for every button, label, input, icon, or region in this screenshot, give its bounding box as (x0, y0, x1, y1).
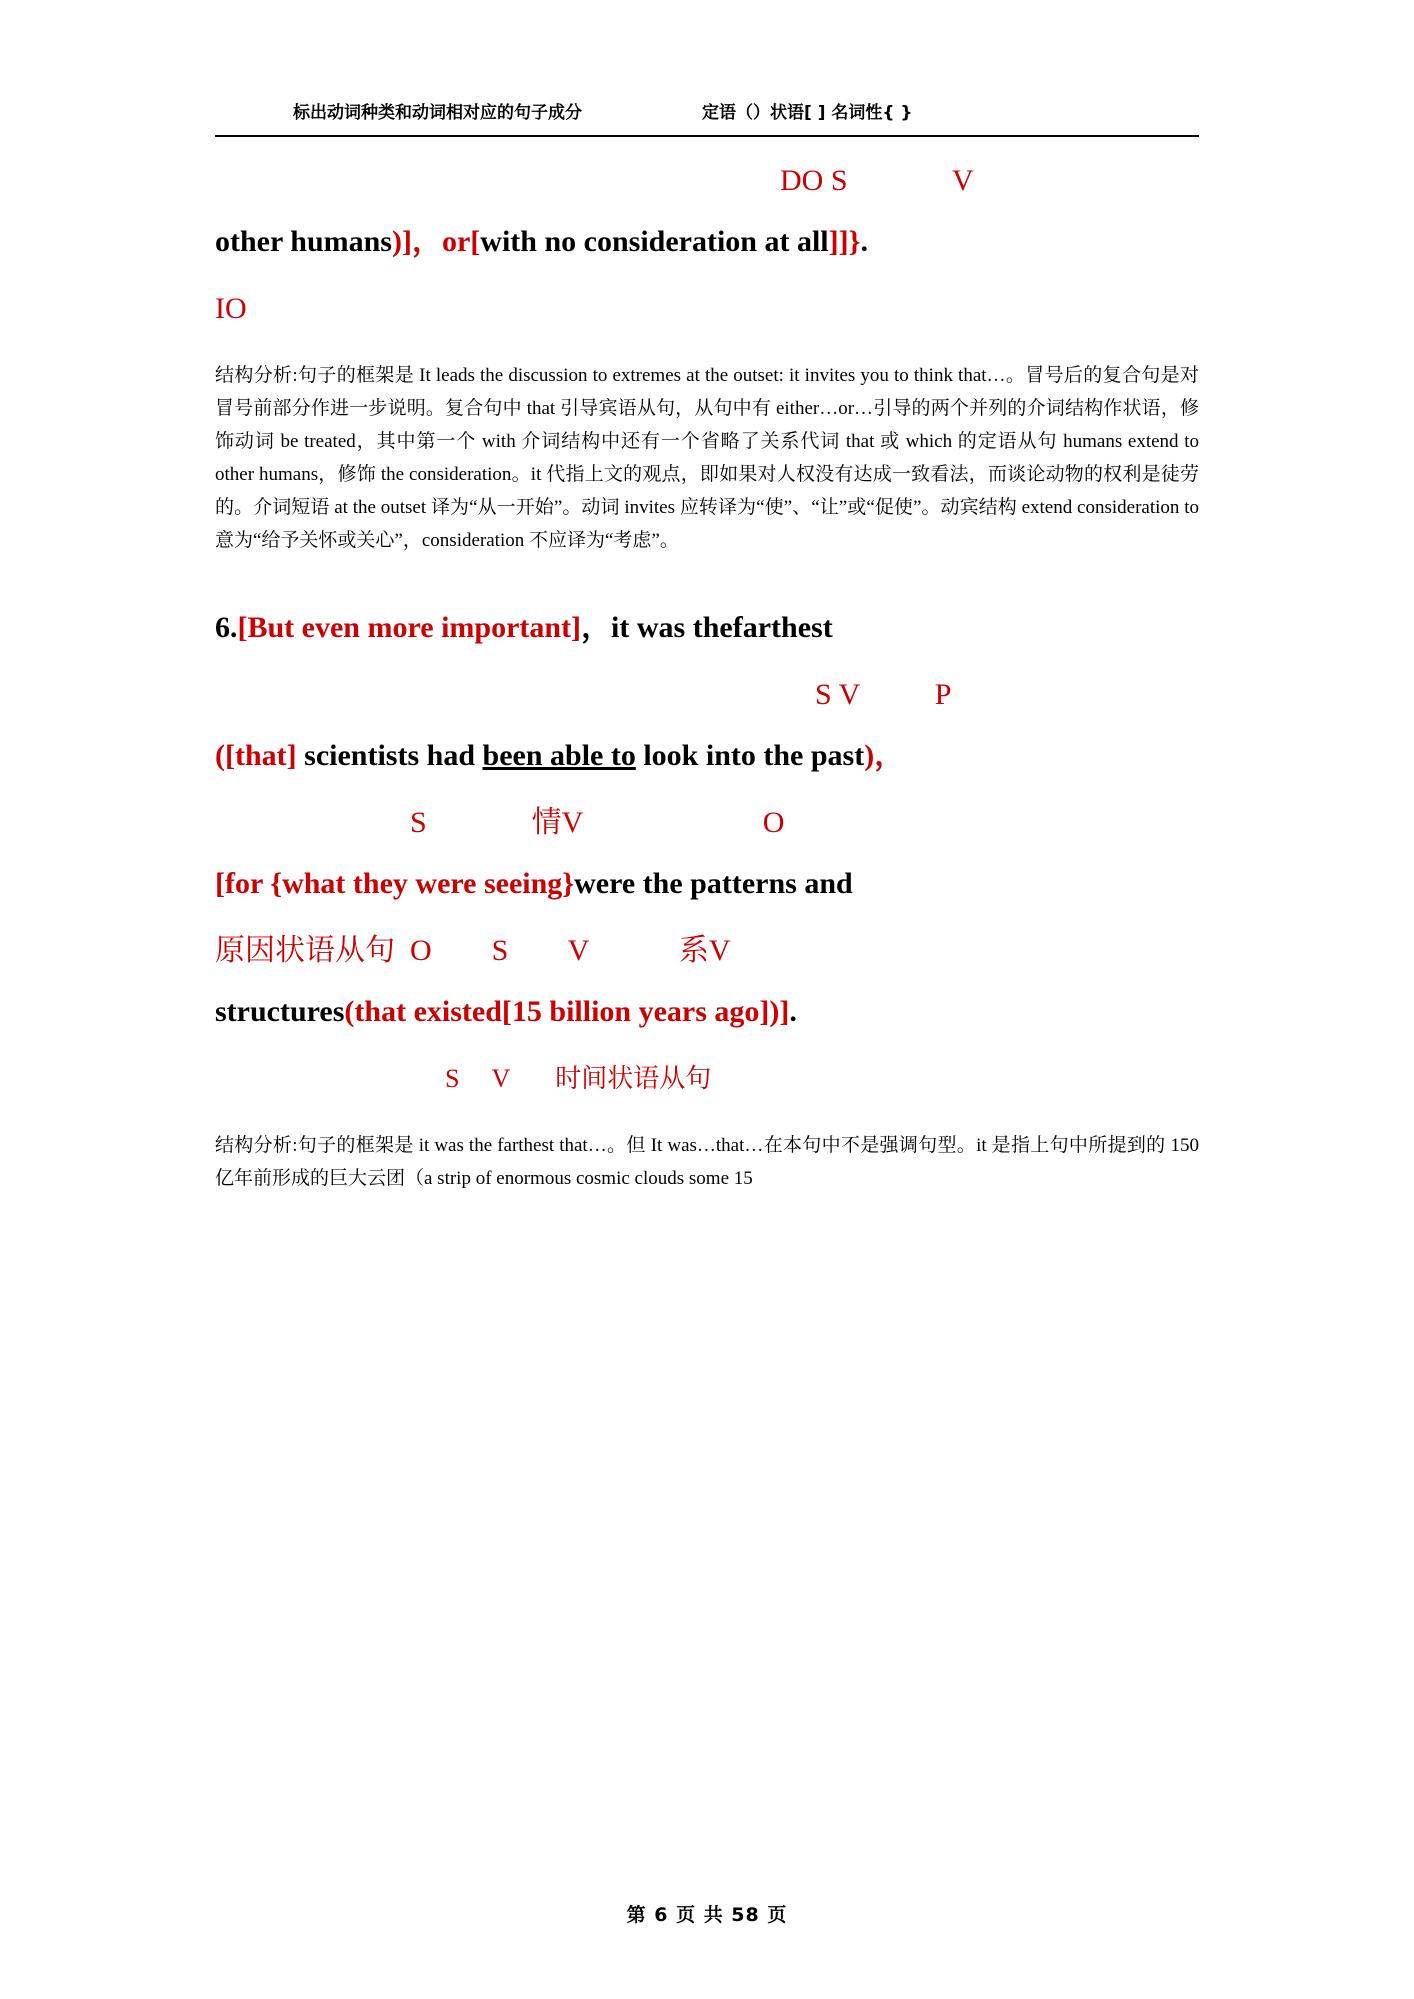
grammar-marker-line-1: DO S V (780, 164, 974, 197)
sentence-6-period: . (789, 995, 797, 1028)
grammar-marker-io: IO (215, 292, 247, 325)
sentence-6-cause-clause: [for {what they were seeing} (215, 867, 575, 900)
grammar-marker-line-3: S 情V O (410, 806, 785, 839)
page-footer: 第 6 页 共 58 页 (626, 1904, 788, 1926)
sentence-continuation-1 (215, 219, 1199, 265)
grammar-marker-line-2: S V P (815, 678, 952, 711)
sentence-6-adverbial-bracket: [But even more important] (237, 611, 582, 644)
sentence-6-mid2: look into the past (635, 739, 865, 772)
page-header (215, 0, 1199, 137)
sentence-6-relative-clause: (that existed (344, 995, 502, 1028)
sentence-6-underlined-verb: been able to (482, 739, 636, 772)
sentence-1-part1: other humans (215, 225, 392, 258)
sentence-6-line-2 (215, 733, 1199, 779)
sentence-6-mid1: scientists had (296, 739, 483, 772)
grammar-marker-line-5: S V 时间状语从句 (445, 1064, 712, 1093)
sentence-1-part3: with no consideration at all (480, 225, 829, 258)
sentence-6-line-1 (215, 605, 1199, 651)
analysis-paragraph-2: 结构分析:句子的框架是 it was the farthest that…。但 It was…that…在本句中不是强调句型。it 是指上句中所提到的 150 亿年前形成的巨大云团（a strip of enormous cosmic clouds some 15 (215, 1135, 1199, 1189)
sentence-6-number: 6. (215, 611, 238, 644)
sentence-6-line4-head: structures (215, 995, 345, 1028)
header-right-text: 定语（）状语[ ] 名词性{ } (702, 103, 913, 123)
sentence-1-part5: . (860, 225, 868, 258)
page-content (215, 137, 1199, 1195)
analysis-paragraph-1: 结构分析:句子的框架是 It leads the discussion to extremes at the outset: it invites you to think that…。冒号后的复合句是对冒号前部分作进一步说明。复合句中 that 引导宾语从句，从句中有 either…or…引导的两个并列的介词结构作状语，修饰动词 be treated，其中第一个 with 介词结构中还有一个省略了关系代词 that 或 which 的定语从句 humans extend to other humans，修饰 the consideration。it 代指上文的观点，即如果对人权没有达成一致看法，而谈论动物的权利是徒劳的。介词短语 at the outset 译为“从一开始”。动词 invites 应转译为“使”、“让”或“促使”。动宾结构 extend consideration to 意为“给予关怀或关心”，consideration 不应译为“考虑”。 (215, 365, 1199, 551)
sentence-1-part2: )]，or[ (391, 225, 481, 258)
sentence-6-rest: ，it was thefarthest (581, 611, 833, 644)
sentence-6-close-brackets: )] (769, 995, 790, 1028)
grammar-marker-line-4: 原因状语从句 O S V 系V (215, 934, 731, 967)
sentence-6-line-4 (215, 989, 1199, 1035)
header-left-text: 标出动词种类和动词相对应的句子成分 (293, 103, 582, 123)
sentence-6-paren-close: ) (864, 739, 875, 772)
sentence-6-paren-open: ( (215, 739, 225, 772)
sentence-6-that-bracket: [that] (225, 739, 297, 772)
sentence-6-comma: ， (874, 739, 905, 772)
sentence-1-part4: ]]} (828, 225, 861, 258)
sentence-6-line-3 (215, 861, 1199, 907)
sentence-6-line3-rest: were the patterns and (574, 867, 853, 900)
sentence-6-time-bracket: [15 billion years ago] (501, 995, 770, 1028)
